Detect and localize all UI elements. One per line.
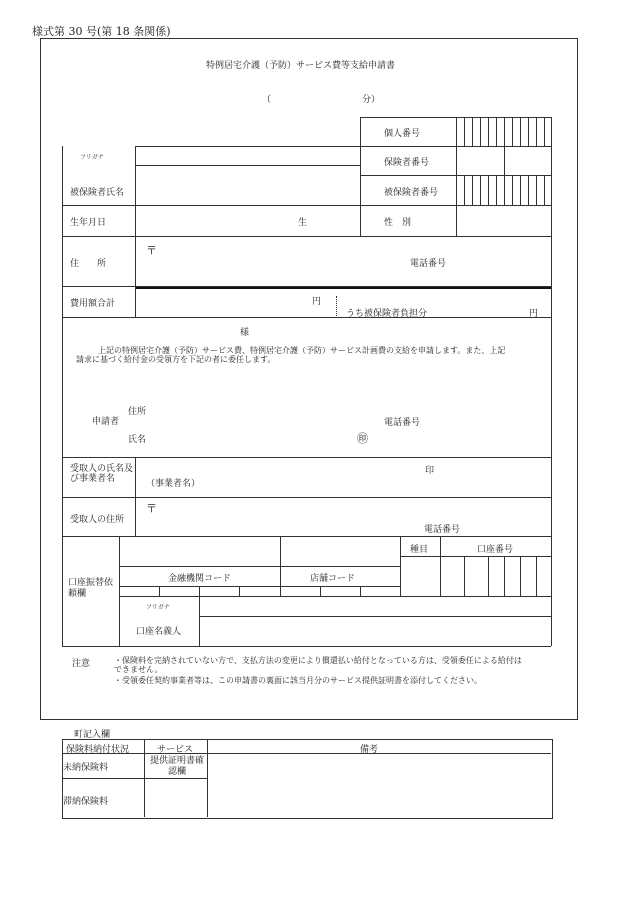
yen-label-2: 円 [529, 309, 539, 319]
insurer-number-label: 保険者番号 [384, 158, 430, 168]
form-title: 特例居宅介護（予防）サービス費等支給申請書 [206, 61, 396, 71]
recipient-postal-mark: 〒 [146, 502, 157, 515]
recipient-phone-label: 電話番号 [424, 525, 461, 535]
bank-section-label: 口座振替依頼欄 [68, 578, 114, 599]
form-frame [40, 38, 578, 720]
account-holder-label: 口座名義人 [136, 627, 182, 637]
furigana-label: フリガナ [80, 154, 104, 161]
recipient-address-label: 受取人の住所 [70, 515, 125, 525]
insured-name-label: 被保険者氏名 [70, 188, 125, 198]
copay-label: うち被保険者負担分 [346, 309, 428, 319]
town-row2: 滞納保険料 [63, 797, 109, 807]
recipient-seal: 印 [425, 466, 435, 476]
address-label: 住 所 [70, 259, 107, 269]
applicant-phone-label: 電話番号 [384, 418, 421, 428]
total-cost-label: 費用額合計 [70, 299, 116, 309]
form-number: 様式第 30 号(第 18 条関係) [32, 25, 171, 38]
period-open: （ [262, 95, 272, 105]
bank-code-label: 金融機関コード [168, 574, 232, 584]
applicant-name-label: 氏名 [128, 435, 147, 445]
postal-mark: 〒 [146, 244, 157, 257]
town-table [62, 739, 553, 819]
note-item-2: ・受領委任契約事業者等は、この申請書の裏面に該当月分のサービス提供証明書を添付してください。 [114, 676, 482, 685]
town-heading: 町記入欄 [74, 730, 111, 740]
applicant-address-label: 住所 [128, 407, 147, 417]
delegation-text: 上記の特例居宅介護（予防）サービス費、特例居宅介護（予防）サービス計画費の支給を申請します。また、上記請求に基づく給付金の受領方を下記の者に委任します。 [76, 346, 506, 364]
branch-code-label: 店舗コード [310, 574, 356, 584]
phone-label: 電話番号 [410, 259, 447, 269]
individual-number-label: 個人番号 [384, 129, 421, 139]
note-item-1: ・保険料を完納されていない方で、支払方法の変更により償還払い給付となっている方は、受領委任による給付はできません。 [114, 656, 522, 674]
insured-number-label: 被保険者番号 [384, 188, 439, 198]
town-row1: 未納保険料 [63, 763, 109, 773]
account-number-label: 口座番号 [477, 545, 514, 555]
recipient-name-label: 受取人の氏名及び事業者名 [70, 464, 134, 484]
period-close: 分） [362, 95, 381, 105]
town-col2: サービス [157, 745, 194, 755]
seal-mark: ㊞ [357, 432, 368, 445]
addressee: 様 [240, 328, 250, 338]
town-col3: 備考 [360, 745, 379, 755]
business-name-label: （事業者名） [146, 479, 201, 489]
town-cert-label: 提供証明書確認欄 [150, 756, 205, 777]
birth-suffix: 生 [298, 218, 308, 228]
bank-furigana-label: フリガナ [146, 604, 170, 611]
yen-label: 円 [312, 297, 322, 307]
birth-date-label: 生年月日 [70, 218, 107, 228]
notes-heading: 注意 [72, 659, 91, 669]
applicant-label: 申請者 [92, 417, 120, 427]
town-col1: 保険料納付状況 [66, 745, 130, 755]
sex-label: 性 別 [384, 218, 412, 228]
bank-type-label: 種目 [410, 545, 429, 555]
